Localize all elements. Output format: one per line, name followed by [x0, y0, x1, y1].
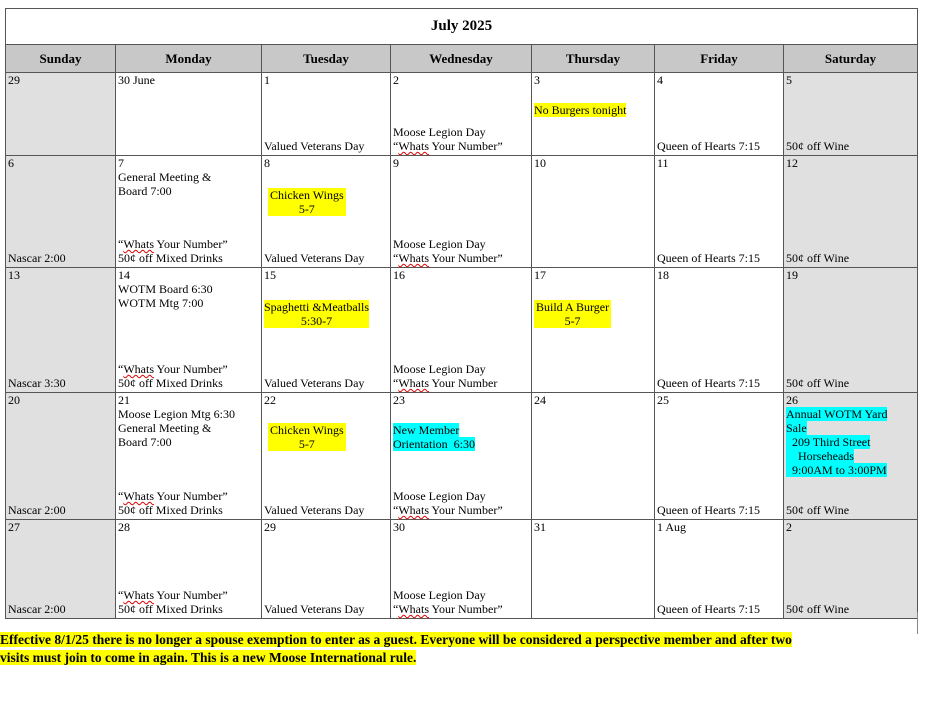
event-line-text: 50¢ off Mixed Drinks [118, 251, 223, 265]
highlight-event-line: Chicken Wings [270, 423, 344, 437]
date-number: 9 [393, 156, 399, 170]
event-line-text: “Whats Your Number” [118, 362, 228, 376]
event-line-text: “Whats Your Number” [118, 489, 228, 503]
day-header-thursday: Thursday [532, 45, 655, 73]
date-number: 6 [8, 156, 14, 170]
day-cell-sunday [6, 268, 116, 393]
date-number: 22 [264, 393, 276, 407]
day-header-wednesday: Wednesday [391, 45, 532, 73]
event-line [264, 376, 364, 390]
date-number: 18 [657, 268, 669, 282]
highlight-event [268, 188, 346, 216]
date-number: 1 Aug [657, 520, 687, 534]
event-line-text: Valued Veterans Day [264, 251, 365, 265]
event-line [657, 602, 760, 616]
event-line-text: 50¢ off Mixed Drinks [118, 503, 223, 517]
event-line-text: 50¢ off Mixed Drinks [118, 376, 223, 390]
day-cell-saturday [784, 268, 918, 393]
event-line-text: Queen of Hearts 7:15 [657, 139, 760, 153]
notice-line-2: visits must join to come in again. This is a new Moose International rule. [0, 650, 417, 665]
highlight-event [268, 423, 346, 451]
event-line-text: 50¢ off Wine [786, 602, 850, 616]
event-line-text: Moose Legion Day [393, 489, 486, 503]
calendar-title: July 2025 [6, 9, 918, 45]
event-line-text: “Whats Your Number” [393, 251, 503, 265]
date-number: 23 [393, 393, 405, 407]
day-cell-friday [655, 268, 784, 393]
date-number: 10 [534, 156, 546, 170]
day-cell-sunday [6, 520, 116, 619]
event-line-text: “Whats Your Number” [118, 588, 228, 602]
event-line [118, 184, 172, 198]
event-line [657, 139, 760, 153]
event-line-text: Nascar 2:00 [8, 503, 66, 517]
event-line [118, 170, 211, 184]
day-cell-thursday [532, 520, 655, 619]
event-line [118, 362, 228, 376]
highlight-event-line: 5-7 [298, 202, 315, 216]
day-cell-saturday [784, 73, 918, 156]
highlight-event-line: New Member [393, 423, 460, 437]
event-line [118, 602, 223, 616]
day-header-monday: Monday [116, 45, 262, 73]
date-number: 29 [264, 520, 276, 534]
date-number: 8 [264, 156, 270, 170]
day-cell-sunday [6, 73, 116, 156]
day-cell-tuesday [262, 393, 391, 520]
event-line [118, 435, 172, 449]
event-line [118, 421, 211, 435]
date-number: 12 [786, 156, 798, 170]
event-line [393, 602, 503, 616]
date-number: 3 [534, 73, 540, 87]
day-cell-friday [655, 520, 784, 619]
highlight-event [786, 407, 887, 477]
week-row [6, 393, 918, 520]
day-cell-wednesday [391, 393, 532, 520]
event-line [8, 503, 66, 517]
date-number: 30 [393, 520, 405, 534]
event-line-text: Moose Legion Day [393, 362, 486, 376]
event-line-text: General Meeting & [118, 170, 212, 184]
day-cell-friday [655, 393, 784, 520]
highlight-event-line: 5-7 [564, 314, 581, 328]
event-line-text: Valued Veterans Day [264, 376, 365, 390]
date-number: 16 [393, 268, 405, 282]
day-cell-thursday [532, 73, 655, 156]
event-line [118, 503, 223, 517]
event-line-text: Moose Legion Day [393, 125, 486, 139]
day-cell-saturday [784, 520, 918, 619]
event-line-text: Valued Veterans Day [264, 139, 365, 153]
highlight-event-line: 5-7 [298, 437, 315, 451]
event-line [8, 251, 66, 265]
week-row [6, 73, 918, 156]
event-line [118, 489, 228, 503]
day-cell-tuesday [262, 520, 391, 619]
day-cell-saturday [784, 393, 918, 520]
highlight-event [534, 103, 626, 117]
event-line [393, 139, 503, 153]
date-number: 19 [786, 268, 798, 282]
event-line [8, 376, 66, 390]
week-row [6, 268, 918, 393]
calendar-table [5, 8, 918, 619]
date-number: 21 [118, 393, 130, 407]
event-line [786, 503, 849, 517]
event-line-text: Moose Legion Day [393, 237, 486, 251]
day-cell-wednesday [391, 268, 532, 393]
highlight-event-line: 5:30-7 [300, 314, 333, 328]
event-line-text: Valued Veterans Day [264, 503, 365, 517]
event-line-text: Queen of Hearts 7:15 [657, 503, 760, 517]
event-line [786, 139, 849, 153]
highlight-event-line: Annual WOTM Yard [786, 407, 888, 421]
event-line-text: 50¢ off Wine [786, 139, 850, 153]
date-number: 2 [786, 520, 792, 534]
event-line [786, 602, 849, 616]
event-line [393, 489, 486, 503]
date-number: 17 [534, 268, 546, 282]
day-cell-monday [116, 73, 262, 156]
event-line-text: Queen of Hearts 7:15 [657, 376, 760, 390]
event-line [264, 139, 364, 153]
event-line [264, 602, 364, 616]
event-line [118, 237, 228, 251]
date-number: 27 [8, 520, 20, 534]
event-line-text: 50¢ off Wine [786, 503, 850, 517]
day-cell-wednesday [391, 73, 532, 156]
day-cell-saturday [784, 156, 918, 268]
highlight-event-line: Spaghetti &Meatballs [264, 300, 369, 314]
event-line [657, 503, 760, 517]
week-row [6, 156, 918, 268]
event-line [657, 376, 760, 390]
highlight-event [534, 300, 611, 328]
event-line [657, 251, 760, 265]
event-line [118, 282, 213, 296]
date-number: 13 [8, 268, 20, 282]
event-line-text: Nascar 2:00 [8, 602, 66, 616]
event-line [393, 251, 503, 265]
event-line [118, 376, 223, 390]
event-line-text: 50¢ off Wine [786, 251, 850, 265]
highlight-event [393, 423, 475, 451]
date-number: 24 [534, 393, 546, 407]
event-line [393, 125, 486, 139]
day-header-sunday: Sunday [6, 45, 116, 73]
day-cell-tuesday [262, 268, 391, 393]
event-line-text: 50¢ off Mixed Drinks [118, 602, 223, 616]
event-line-text: 50¢ off Wine [786, 376, 850, 390]
date-number: 1 [264, 73, 270, 87]
date-number: 4 [657, 73, 663, 87]
day-cell-tuesday [262, 156, 391, 268]
date-number: 30 June [118, 73, 155, 87]
event-line [118, 296, 203, 310]
event-line [393, 362, 486, 376]
event-line [118, 407, 235, 421]
event-line [786, 376, 849, 390]
event-line-text: Queen of Hearts 7:15 [657, 251, 760, 265]
event-line-text: Nascar 3:30 [8, 376, 66, 390]
event-line-text: “Whats Your Number” [393, 503, 503, 517]
date-number: 25 [657, 393, 669, 407]
highlight-event-line: Chicken Wings [270, 188, 344, 202]
day-cell-thursday [532, 393, 655, 520]
event-line-text: WOTM Board 6:30 [118, 282, 213, 296]
day-header-saturday: Saturday [784, 45, 918, 73]
day-cell-monday [116, 520, 262, 619]
notice-line-1: Effective 8/1/25 there is no longer a spouse exemption to enter as a guest. Everyone will be considered a perspective member and after two [0, 632, 792, 647]
highlight-event [264, 300, 369, 328]
highlight-event-line: Orientation 6:30 [393, 437, 475, 451]
event-line [264, 251, 364, 265]
event-line-text: “Whats Your Number” [393, 139, 503, 153]
day-cell-sunday [6, 156, 116, 268]
date-number: 15 [264, 268, 276, 282]
event-line-text: General Meeting & [118, 421, 212, 435]
day-header-friday: Friday [655, 45, 784, 73]
notice [0, 631, 927, 667]
event-line-text: WOTM Mtg 7:00 [118, 296, 204, 310]
event-line [8, 602, 66, 616]
date-number: 5 [786, 73, 792, 87]
event-line-text: “Whats Your Number [393, 376, 498, 390]
event-line [118, 588, 228, 602]
highlight-event-line: No Burgers tonight [534, 103, 627, 117]
day-cell-monday [116, 156, 262, 268]
event-line [393, 237, 486, 251]
day-cell-sunday [6, 393, 116, 520]
event-line-text: Nascar 2:00 [8, 251, 66, 265]
highlight-event-line: Build A Burger [536, 300, 610, 314]
event-line [786, 251, 849, 265]
date-number: 31 [534, 520, 546, 534]
event-line [393, 588, 486, 602]
event-line-text: Valued Veterans Day [264, 602, 365, 616]
event-line [393, 503, 503, 517]
date-number: 14 [118, 268, 130, 282]
highlight-event-line: 209 Third Street [786, 435, 871, 449]
event-line [264, 503, 364, 517]
date-number: 2 [393, 73, 399, 87]
date-number: 7 [118, 156, 124, 170]
highlight-event-line: 9:00AM to 3:00PM [786, 463, 887, 477]
day-cell-thursday [532, 156, 655, 268]
day-cell-wednesday [391, 520, 532, 619]
event-line-text: Board 7:00 [118, 184, 172, 198]
date-number: 26 [786, 393, 798, 407]
day-cell-tuesday [262, 73, 391, 156]
event-line-text: “Whats Your Number” [393, 602, 503, 616]
event-line-text: “Whats Your Number” [118, 237, 228, 251]
day-cell-monday [116, 393, 262, 520]
day-cell-friday [655, 73, 784, 156]
event-line-text: Moose Legion Day [393, 588, 486, 602]
date-number: 11 [657, 156, 669, 170]
date-number: 28 [118, 520, 130, 534]
day-cell-monday [116, 268, 262, 393]
day-cell-thursday [532, 268, 655, 393]
date-number: 20 [8, 393, 20, 407]
event-line-text: Queen of Hearts 7:15 [657, 602, 760, 616]
event-line [118, 251, 223, 265]
event-line [393, 376, 497, 390]
event-line-text: Moose Legion Mtg 6:30 [118, 407, 235, 421]
highlight-event-line: Horseheads [786, 449, 854, 463]
highlight-event-line: Sale [786, 421, 807, 435]
day-header-tuesday: Tuesday [262, 45, 391, 73]
date-number: 29 [8, 73, 20, 87]
week-row [6, 520, 918, 619]
day-cell-friday [655, 156, 784, 268]
day-cell-wednesday [391, 156, 532, 268]
event-line-text: Board 7:00 [118, 435, 172, 449]
